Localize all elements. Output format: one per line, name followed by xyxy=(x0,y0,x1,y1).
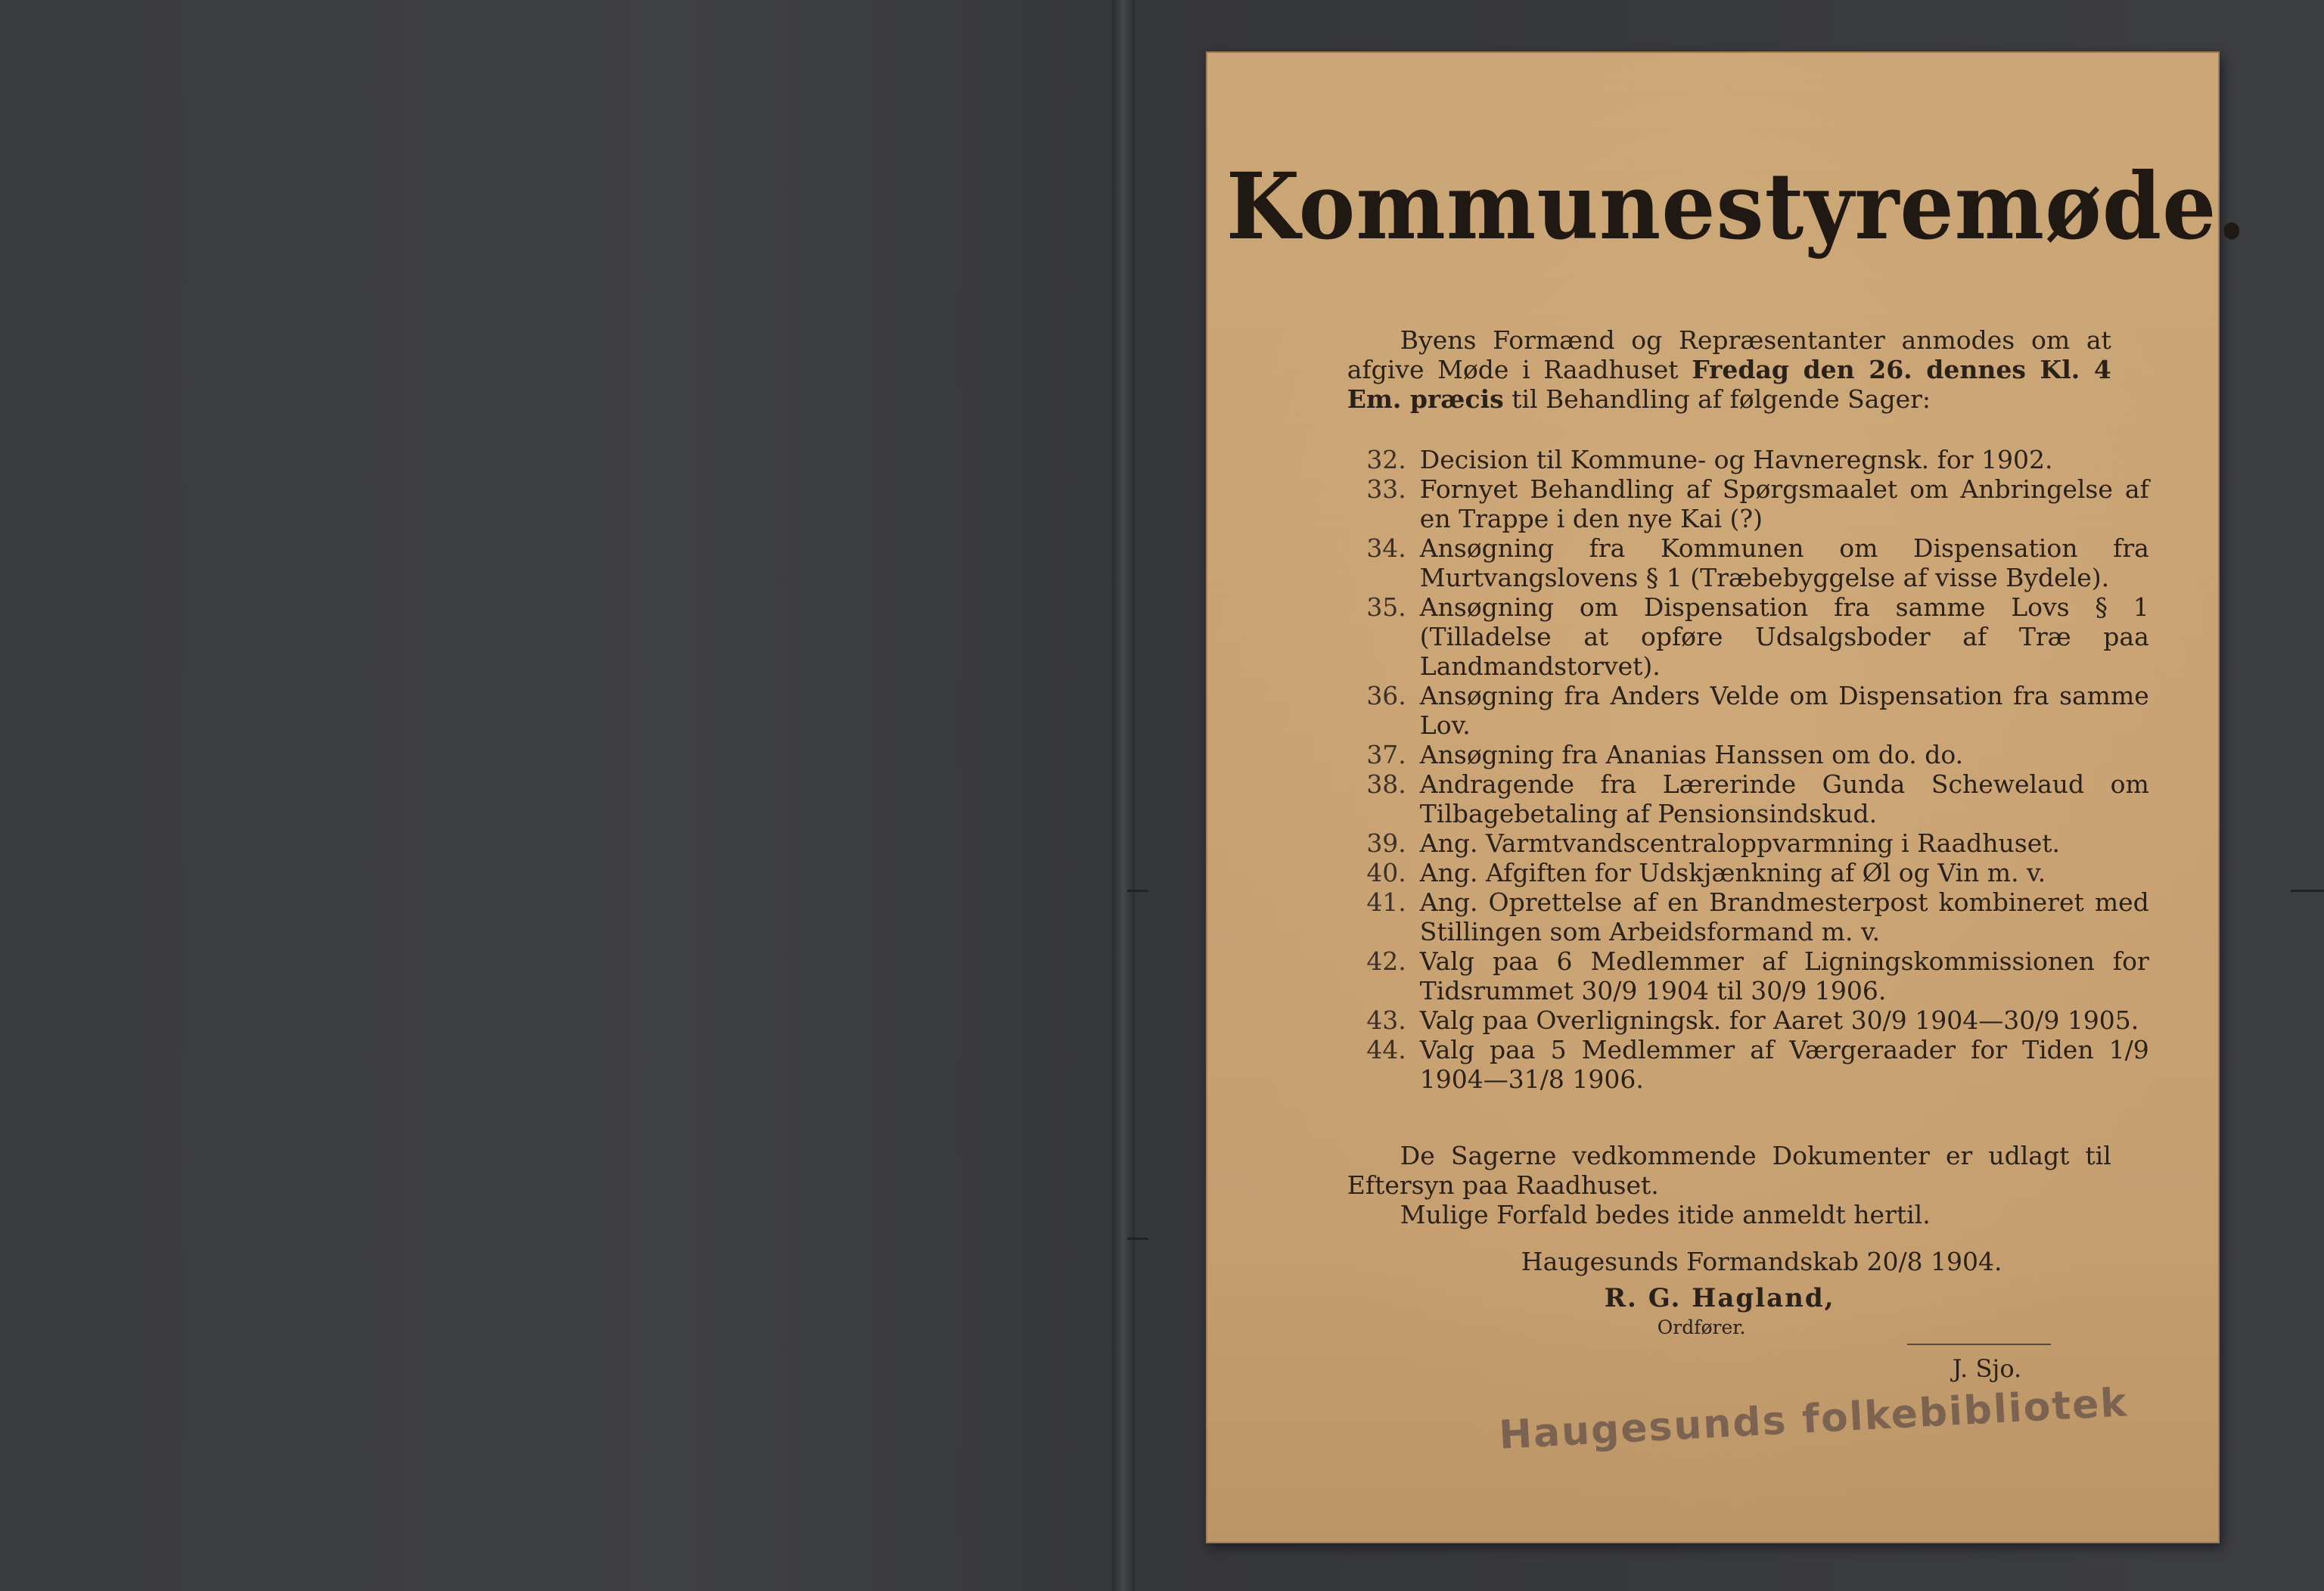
board-mark xyxy=(1127,1238,1148,1240)
signature-role: Ordfører. xyxy=(1657,1316,1746,1338)
agenda-item xyxy=(1332,445,2149,474)
agenda-number: 38. xyxy=(1366,769,1406,799)
agenda-text: Ansøgning fra Kommunen om Dispensation fra Murtvangslovens § 1 (Træbebyggelse af visse Bydele). xyxy=(1419,533,2149,592)
agenda-item xyxy=(1332,740,2149,769)
closing-line: Mulige Forfald bedes itide anmeldt hertil. xyxy=(1400,1200,1931,1229)
board-mark xyxy=(2291,890,2324,892)
agenda-number: 40. xyxy=(1366,858,1406,887)
closing-line: De Sagerne vedkommende Dokumenter er udlagt til Eftersyn paa Raadhuset. xyxy=(1347,1141,2111,1200)
agenda-item xyxy=(1332,533,2149,592)
signature-name: R. G. Hagland, xyxy=(1604,1283,1835,1313)
book-spine xyxy=(1112,0,1135,1591)
agenda-text: Ang. Oprettelse af en Brandmesterpost kombineret med Stillingen som Arbeidsformand m. v. xyxy=(1419,887,2149,946)
intro-paragraph xyxy=(1347,325,2111,414)
agenda-text: Valg paa 5 Medlemmer af Værgeraader for Tiden 1/9 1904—31/8 1906. xyxy=(1419,1035,2149,1094)
agenda-text: Fornyet Behandling af Spørgsmaalet om Anbringelse af en Trappe i den nye Kai (?) xyxy=(1419,474,2149,533)
intro-meeting-time: Fredag den 26. dennes Kl. 4 Em. præcis xyxy=(1347,355,2111,414)
agenda-text: Ang. Varmtvandscentraloppvarmning i Raadhuset. xyxy=(1419,828,2060,858)
printed-leaflet xyxy=(1206,51,2248,1543)
agenda-number: 33. xyxy=(1366,474,1406,504)
agenda-text: Ansøgning om Dispensation fra samme Lovs § 1 (Tilladelse at opføre Udsalgsboder af Træ paa Landmandstorvet). xyxy=(1419,592,2149,681)
agenda-item xyxy=(1332,592,2149,681)
document-title: Kommunestyremøde. xyxy=(1226,153,2248,261)
agenda-number: 41. xyxy=(1366,887,1406,917)
intro-text-before: Byens Formænd og Repræsentanter anmodes om at afgive Møde i Raadhuset xyxy=(1347,325,2111,384)
agenda-item xyxy=(1332,858,2149,887)
agenda-number: 34. xyxy=(1366,533,1406,563)
signature-rule xyxy=(1907,1344,2051,1345)
board-mark xyxy=(1127,890,1148,892)
agenda-item xyxy=(1332,1035,2149,1094)
agenda-number: 44. xyxy=(1366,1035,1406,1064)
place-date: Haugesunds Formandskab 20/8 1904. xyxy=(1521,1247,2002,1276)
handwritten-initials: J. Sjo. xyxy=(1952,1354,2022,1383)
agenda-item xyxy=(1332,887,2149,946)
agenda-item xyxy=(1332,474,2149,533)
intro-text-after: til Behandling af følgende Sager: xyxy=(1503,384,1931,414)
closing-notes xyxy=(1347,1141,2111,1229)
agenda-text: Ansøgning fra Anders Velde om Dispensation fra samme Lov. xyxy=(1419,681,2149,740)
agenda-text: Valg paa Overligningsk. for Aaret 30/9 1904—30/9 1905. xyxy=(1419,1005,2139,1035)
agenda-number: 35. xyxy=(1366,592,1406,622)
agenda-item xyxy=(1332,769,2149,828)
agenda-text: Ansøgning fra Ananias Hanssen om do. do. xyxy=(1419,740,1964,769)
agenda-item xyxy=(1332,681,2149,740)
leaflet-content xyxy=(1226,51,2248,1543)
agenda-text: Decision til Kommune- og Havneregnsk. for 1902. xyxy=(1419,445,2053,474)
agenda-text: Valg paa 6 Medlemmer af Ligningskommissionen for Tidsrummet 30/9 1904 til 30/9 1906. xyxy=(1419,946,2149,1005)
left-cover-board xyxy=(0,0,1127,1591)
agenda-list xyxy=(1332,445,2149,1094)
agenda-text: Ang. Afgiften for Udskjænkning af Øl og Vin m. v. xyxy=(1419,858,2046,887)
agenda-number: 39. xyxy=(1366,828,1406,858)
agenda-number: 36. xyxy=(1366,681,1406,710)
agenda-item xyxy=(1332,1005,2149,1035)
agenda-number: 42. xyxy=(1366,946,1406,976)
agenda-number: 32. xyxy=(1366,445,1406,474)
agenda-number: 37. xyxy=(1366,740,1406,769)
agenda-item xyxy=(1332,828,2149,858)
agenda-text: Andragende fra Lærerinde Gunda Schewelaud om Tilbagebetaling af Pensionsindskud. xyxy=(1419,769,2149,828)
library-stamp: Haugesunds folkebibliotek xyxy=(1497,1380,2130,1459)
agenda-item xyxy=(1332,946,2149,1005)
agenda-number: 43. xyxy=(1366,1005,1406,1035)
